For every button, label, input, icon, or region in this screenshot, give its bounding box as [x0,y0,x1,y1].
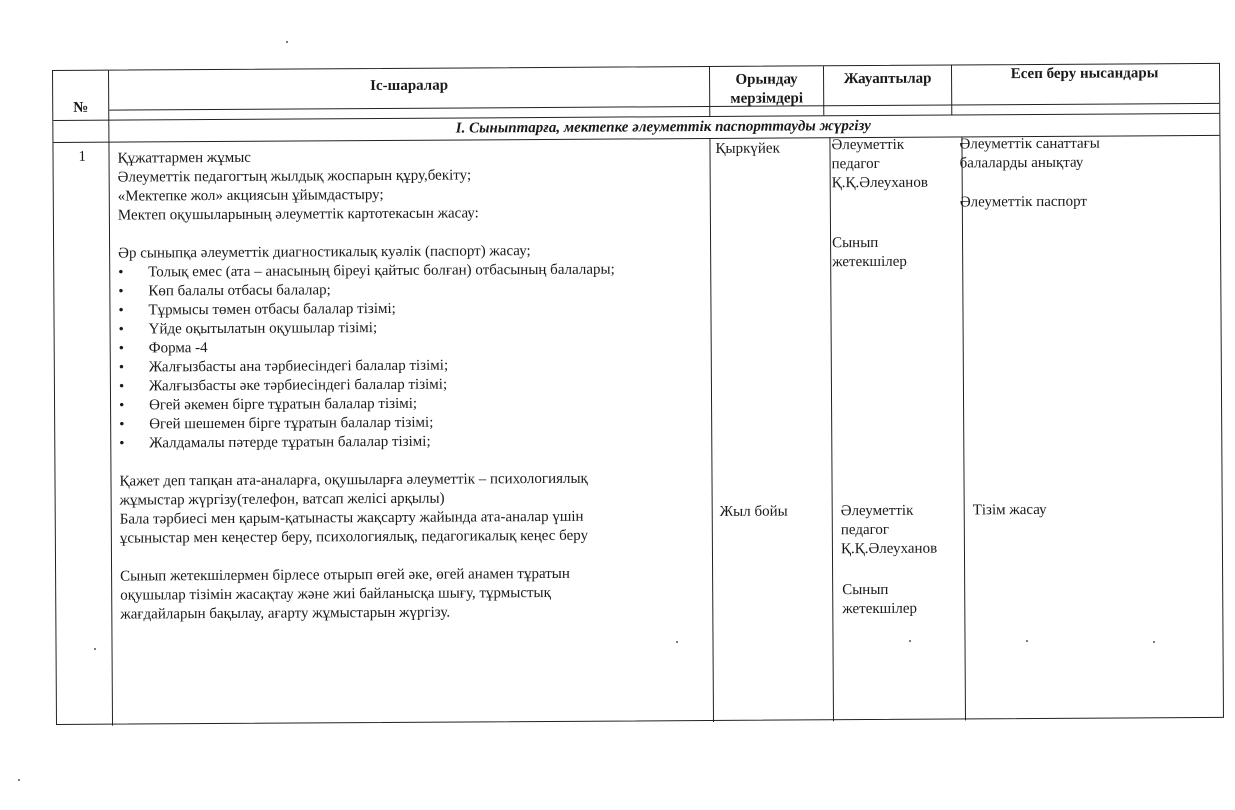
header-deadline-line1: Орындау [735,71,798,88]
responsible-line: Қ.Қ.Әлеуханов [831,174,928,192]
scan-speck [18,779,20,781]
help-line: жұмыстар жүргізу(телефон, ватсап желісі арқылы) [119,490,445,509]
header-responsible: Жауаптылар [843,70,932,88]
help-line: Қажет деп тапқан ата-аналарға, оқушыларға әлеуметтік – психологиялық [119,470,588,490]
activity-line: Әлеуметтік педагогтың жылдық жоспарын құру,бекіту; [117,167,472,186]
list-item: • Көп балалы отбасы балалар; [118,279,708,302]
report-social-passport: Әлеуметтік паспорт [959,193,1087,211]
deadline-september: Қыркүйек [715,140,780,157]
list-item: • Үйде оқытылатын оқушылар тізімі; [119,317,709,340]
report-line: Әлеуметтік санаттағы [959,135,1100,153]
list-item: • Тұрмысы төмен отбасы балалар тізімі; [118,298,708,321]
report-make-list: Тізім жасау [972,501,1047,519]
header-number: № [73,99,89,116]
responsible-line: жетекшілер [842,600,918,618]
list-item: • Жалдамалы пәтерде тұратын балалар тізімі; [119,431,709,454]
scan-speck [1153,641,1155,643]
list-item: • Форма -4 [119,336,709,359]
list-item: • Жалғызбасты ана тәрбиесіндегі балалар тізімі; [119,355,709,378]
activity-line: Құжаттармен жұмыс [117,149,251,167]
row-number: 1 [78,148,87,165]
activities-cell [117,146,710,625]
scan-speck [1026,640,1028,642]
responsible-social-pedagogue-2 [841,502,938,560]
responsible-social-pedagogue [831,136,928,194]
scan-speck [94,648,96,650]
help-line: ұсыныстар мен кеңестер беру, психологиялық, педагогикалық кеңес беру [119,527,589,547]
responsible-class-teachers-2 [842,581,917,619]
col-divider-activities [709,138,714,722]
teacher-line: жағдайларын бақылау, ағарту жұмыстарын жүргізу. [120,604,451,623]
header-rule-partial [109,103,1219,111]
list-item: • Жалғызбасты әке тәрбиесіндегі балалар тізімі; [119,374,709,397]
teacher-line: Сынып жетекшілермен бірлесе отырып өгей әке, өгей анамен тұратын [120,565,570,585]
responsible-line: Сынып [842,581,889,599]
list-item: • Өгей әкемен бірге тұратын балалар тізімі; [119,393,709,416]
col-divider-deadline [829,137,834,721]
header-activities: Іс-шаралар [370,77,449,95]
header-deadline [710,70,823,109]
teacher-line: оқушылар тізімін жасақтау және жиі байланысқа шығу, тұрмыстық [120,584,551,604]
responsible-class-teachers [832,234,907,272]
responsible-line: Сынып [832,234,879,252]
responsible-line: жетекшілер [832,253,907,271]
plan-table [52,63,1224,725]
report-line: балаларды анықтау [959,154,1084,172]
responsible-line: Әлеуметтік [840,502,914,520]
activity-line: Мектеп оқушыларының әлеуметтік картотекасын жасау: [117,205,479,224]
header-deadline-line2: мерзімдері [730,90,804,107]
responsible-line: педагог [840,521,890,539]
responsible-line: Әлеуметтік [831,136,905,154]
list-item: • Толық емес (ата – анасының біреуі қайтыс болған) отбасының балалары; [118,260,708,283]
responsible-line: педагог [831,155,880,173]
col-divider-num [108,71,113,726]
scan-speck [909,640,911,642]
deadline-year-round: Жыл бойы [719,503,788,520]
list-item: • Өгей шешемен бірге тұратын балалар тізімі; [119,412,709,435]
responsible-line: Қ.Қ.Әлеуханов [840,540,938,558]
passport-line: Әр сыныпқа әлеуметтік диагностикалық куәлік (паспорт) жасау; [118,243,531,262]
help-line: Бала тәрбиесі мен қарым-қатынасты жақсарту жайында ата-аналар үшін [119,508,584,528]
section-title: I. Сыныптарға, мектепке әлеуметтік паспорттауды жүргізу [455,117,871,137]
col-divider-responsible [961,136,966,720]
report-social-category [959,135,1100,174]
scan-speck [676,641,678,643]
header-report: Есеп беру нысандары [1010,65,1159,83]
activity-line: «Мектепке жол» акциясын ұйымдастыру; [117,186,384,205]
scan-speck [286,41,288,43]
